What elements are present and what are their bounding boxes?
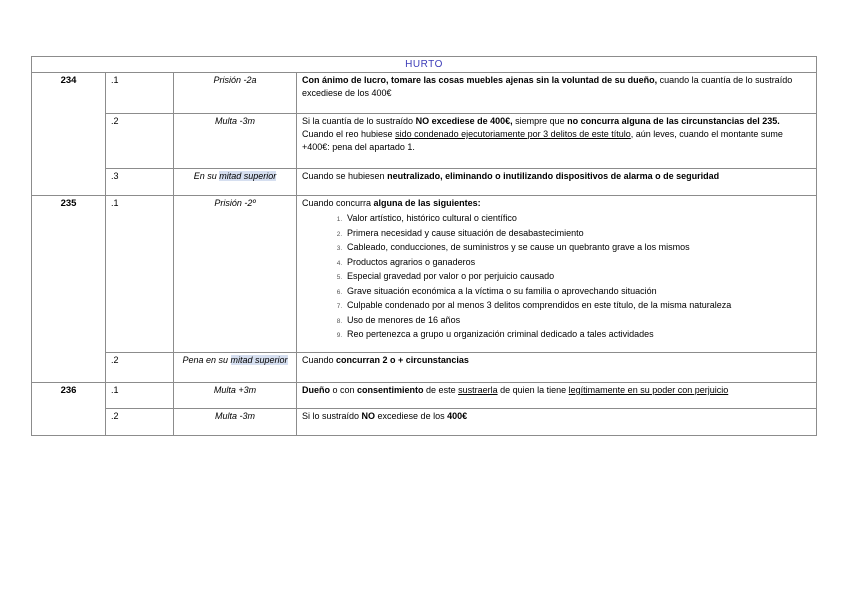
article-number: 235 bbox=[32, 196, 106, 383]
section-number: .3 bbox=[106, 169, 174, 196]
text-segment: En su bbox=[193, 171, 220, 181]
table-row bbox=[32, 196, 817, 353]
list-item: 7. Culpable condenado por al menos 3 delitos comprendidos en este título, de la misma naturaleza bbox=[344, 298, 811, 313]
text-segment: de quien la tiene bbox=[497, 385, 569, 395]
article-number: 234 bbox=[32, 73, 106, 196]
section-number: .2 bbox=[106, 114, 174, 169]
text-segment: Cuando bbox=[302, 355, 337, 365]
text-segment: mitad superior bbox=[230, 355, 288, 365]
table-row bbox=[32, 73, 817, 114]
list-item: 2. Primera necesidad y cause situación de desabastecimiento bbox=[344, 226, 811, 241]
penalty: Prisión -2º bbox=[174, 196, 297, 353]
text-segment: siempre que bbox=[512, 116, 568, 126]
description bbox=[297, 169, 817, 196]
penalty: Multa +3m bbox=[174, 383, 297, 409]
circumstances-list bbox=[302, 211, 811, 342]
text-segment: Dueño bbox=[302, 385, 330, 395]
description bbox=[297, 383, 817, 409]
text-segment: cuando la cuantía de lo sustraído excediese de los 400€ bbox=[302, 75, 793, 98]
text-segment: sustraerla bbox=[458, 385, 498, 395]
table-row bbox=[32, 383, 817, 409]
penalty bbox=[174, 169, 297, 196]
title-row bbox=[32, 57, 817, 73]
text-segment: legítimamente en su poder con perjuicio bbox=[568, 385, 729, 395]
hurto-table bbox=[31, 56, 817, 436]
text-segment: o con bbox=[330, 385, 358, 395]
text-segment: neutralizado, eliminando o inutilizando dispositivos de alarma o de seguridad bbox=[387, 171, 720, 181]
text-segment: Cuando el reo hubiese bbox=[302, 129, 396, 139]
text-segment: sido condenado ejecutoriamente por 3 delitos de este título bbox=[395, 129, 631, 139]
section-number: .1 bbox=[106, 196, 174, 353]
penalty: Prisión -2a bbox=[174, 73, 297, 114]
article-number: 236 bbox=[32, 383, 106, 436]
text-segment: Si la cuantía de lo sustraído bbox=[302, 116, 416, 126]
text-segment: , aún leves, cuando el montante sume +400€: pena del apartado 1. bbox=[302, 129, 783, 152]
description bbox=[297, 196, 817, 353]
list-item: 8. Uso de menores de 16 años bbox=[344, 313, 811, 328]
text-segment: de este bbox=[423, 385, 459, 395]
text-segment: consentimiento bbox=[357, 385, 424, 395]
table-row bbox=[32, 353, 817, 383]
text-segment: Si lo sustraído bbox=[302, 411, 362, 421]
table-row bbox=[32, 169, 817, 196]
text-segment: Cuando se hubiesen bbox=[302, 171, 388, 181]
description bbox=[297, 353, 817, 383]
section-number: .1 bbox=[106, 383, 174, 409]
penalty bbox=[174, 353, 297, 383]
table-title: HURTO bbox=[32, 57, 817, 73]
text-segment: excediese de los bbox=[375, 411, 448, 421]
text-segment: Cuando concurra bbox=[302, 198, 374, 208]
text-segment: NO excediese de 400€, bbox=[415, 116, 513, 126]
list-item: 5. Especial gravedad por valor o por perjuicio causado bbox=[344, 269, 811, 284]
penalty: Multa -3m bbox=[174, 114, 297, 169]
text-segment: no concurra alguna de las circunstancias del 235. bbox=[567, 116, 780, 126]
list-item: 1. Valor artístico, histórico cultural o científico bbox=[344, 211, 811, 226]
description bbox=[297, 114, 817, 169]
list-item: 4. Productos agrarios o ganaderos bbox=[344, 255, 811, 270]
description-intro bbox=[302, 197, 811, 210]
description bbox=[297, 73, 817, 114]
table-row bbox=[32, 409, 817, 436]
section-number: .2 bbox=[106, 409, 174, 436]
list-item: 3. Cableado, conducciones, de suministros y se cause un quebranto grave a los mismos bbox=[344, 240, 811, 255]
description bbox=[297, 409, 817, 436]
text-segment: Pena en su bbox=[182, 355, 231, 365]
penalty: Multa -3m bbox=[174, 409, 297, 436]
text-segment: NO bbox=[361, 411, 376, 421]
text-segment: Con ánimo de lucro, tomare las cosas muebles ajenas sin la voluntad de su dueño, bbox=[302, 75, 658, 85]
list-item: 9. Reo pertenezca a grupo u organización criminal dedicado a tales actividades bbox=[344, 327, 811, 342]
text-segment: 400€ bbox=[447, 411, 468, 421]
table-row bbox=[32, 114, 817, 169]
text-segment: alguna de las siguientes: bbox=[373, 198, 481, 208]
text-segment: mitad superior bbox=[219, 171, 277, 181]
section-number: .1 bbox=[106, 73, 174, 114]
text-segment: concurran 2 o + circunstancias bbox=[336, 355, 469, 365]
list-item: 6. Grave situación económica a la víctima o su familia o aprovechando situación bbox=[344, 284, 811, 299]
section-number: .2 bbox=[106, 353, 174, 383]
